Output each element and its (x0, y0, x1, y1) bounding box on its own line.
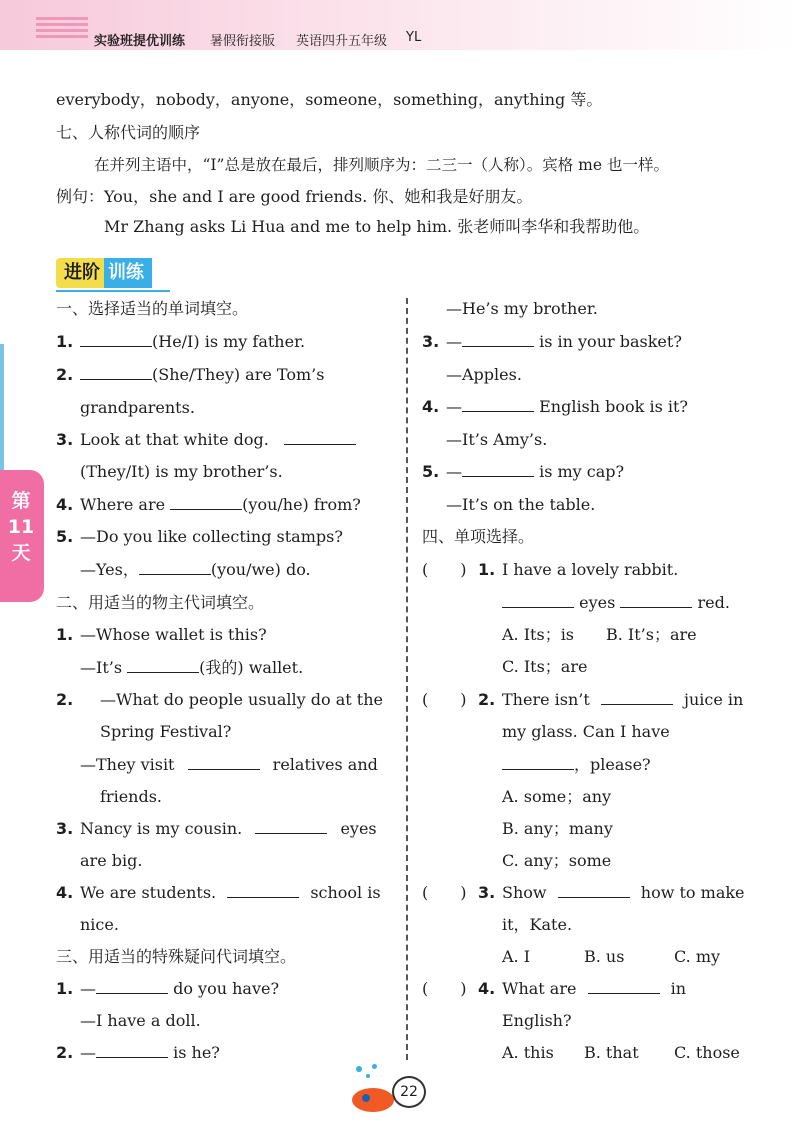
question-number: 3. (56, 430, 74, 449)
advanced-training-badge (56, 258, 162, 288)
question-number: 2. (56, 1043, 74, 1062)
mc2-number: 2. (478, 690, 496, 709)
s3-q2: — is he? (80, 1043, 220, 1062)
answer-blank[interactable] (502, 593, 574, 608)
question-number: 3. (422, 332, 440, 351)
header-brand: 实验班提优训练 (94, 34, 186, 49)
s3-q1-answer: —I have a doll. (80, 1011, 201, 1030)
section-3-title: 三、用适当的特殊疑问代词填空。 (56, 947, 297, 966)
fish-eye-icon (362, 1094, 370, 1102)
s1-q4: Where are (you/he) from? (80, 495, 361, 514)
mc4-option-b: B. that (584, 1043, 639, 1062)
section-4-title: 四、单项选择。 (422, 527, 535, 546)
example-label: 例句： (56, 187, 105, 206)
question-number: 4. (56, 495, 74, 514)
mc3-option-a: A. I (502, 947, 531, 966)
question-number: 5. (422, 462, 440, 481)
answer-blank[interactable] (96, 979, 168, 994)
s3-q5-answer: —It’s on the table. (446, 495, 596, 514)
mc1-option-c: C. Its；are (502, 657, 588, 676)
s2-q1-answer: —It’s (我的) wallet. (80, 658, 304, 677)
mc2-line2: my glass. Can I have (502, 722, 670, 741)
bubble-decoration (366, 1074, 370, 1078)
answer-blank[interactable] (188, 755, 260, 770)
answer-blank[interactable] (170, 495, 242, 510)
question-number: 2. (56, 365, 74, 384)
section-1-title: 一、选择适当的单词填空。 (56, 299, 249, 318)
question-number: 1. (56, 979, 74, 998)
s1-q2: (She/They) are Tom’s (80, 364, 324, 386)
example-1: You，she and I are good friends. 你、她和我是好朋友。 (104, 187, 533, 206)
mc3-number: 3. (478, 883, 496, 902)
mc2-line3: ，please? (502, 754, 651, 776)
section-2-title: 二、用适当的物主代词填空。 (56, 593, 265, 612)
s2-q1: —Whose wallet is this? (80, 625, 267, 644)
question-number: 4. (56, 883, 74, 902)
answer-blank[interactable] (462, 397, 534, 412)
s2-q2-answer: —They visit relatives and (80, 755, 378, 774)
mc1-number: 1. (478, 560, 496, 579)
mc2-option-b: B. any；many (502, 819, 613, 838)
answer-blank[interactable] (284, 430, 356, 445)
answer-blank[interactable] (255, 819, 327, 834)
mc4-answer-paren[interactable]: ( ) (422, 979, 467, 998)
s2-q2: —What do people usually do at the (100, 690, 383, 709)
answer-blank[interactable] (462, 332, 534, 347)
mc4-option-a: A. this (502, 1043, 554, 1062)
page-number: 22 (392, 1076, 426, 1108)
mc4-number: 4. (478, 979, 496, 998)
bubble-decoration (356, 1066, 362, 1072)
header-subject: 英语四升五年级 (296, 34, 388, 49)
question-number: 2. (56, 690, 74, 709)
question-number: 5. (56, 527, 74, 546)
question-number: 3. (56, 819, 74, 838)
bubble-decoration (372, 1064, 377, 1069)
s2-q2-cont: Spring Festival? (100, 722, 232, 741)
header-code: YL (406, 30, 422, 45)
s1-q5-answer: —Yes， (you/we) do. (80, 560, 311, 579)
s1-q1: (He/I) is my father. (80, 331, 305, 353)
header-edition: 暑假衔接版 (210, 34, 276, 49)
rule-text: 在并列主语中，“I”总是放在最后，排列顺序为：二三一（人称）。宾格 me 也一样。 (94, 156, 669, 174)
mc4-option-c: C. those (674, 1043, 740, 1062)
answer-blank[interactable] (620, 593, 692, 608)
s1-q3-cont: (They/It) is my brother’s. (80, 462, 283, 481)
mc3-line2: it，Kate. (502, 915, 573, 934)
s2-q4: We are students. school is (80, 883, 381, 902)
answer-blank[interactable] (96, 1043, 168, 1058)
s3-q1: — do you have? (80, 979, 280, 998)
answer-blank[interactable] (80, 332, 152, 347)
s3-q3: — is in your basket? (446, 332, 682, 351)
section-7-title: 七、人称代词的顺序 (56, 123, 201, 142)
header-stripe-decoration (36, 16, 88, 38)
s3-q5: — is my cap? (446, 462, 625, 481)
answer-blank[interactable] (139, 560, 211, 575)
s3-q2-answer: —He’s my brother. (446, 299, 598, 318)
day-side-tab-label: 第11天 (7, 490, 35, 564)
s2-q2-end: friends. (100, 787, 162, 806)
answer-blank[interactable] (80, 365, 152, 380)
mc3-option-b: B. us (584, 947, 625, 966)
mc3-answer-paren[interactable]: ( ) (422, 883, 467, 902)
badge-underline (56, 290, 170, 292)
s2-q3-cont: are big. (80, 851, 143, 870)
answer-blank[interactable] (127, 658, 199, 673)
s1-q2-cont: grandparents. (80, 398, 195, 417)
mc1-option-a: A. Its；is (502, 625, 575, 644)
mc2-answer-paren[interactable]: ( ) (422, 690, 467, 709)
answer-blank[interactable] (558, 883, 630, 898)
mc2-option-c: C. any；some (502, 851, 612, 870)
answer-blank[interactable] (601, 690, 673, 705)
fish-icon (352, 1088, 394, 1112)
s1-q3: Look at that white dog. (80, 429, 356, 451)
badge-part-2: 训练 (104, 258, 152, 288)
answer-blank[interactable] (227, 883, 299, 898)
mc1-option-b: B. It’s；are (606, 625, 697, 644)
question-number: 4. (422, 397, 440, 416)
question-number: 1. (56, 332, 74, 351)
day-side-tab (0, 470, 44, 602)
mc4-stem: What are in (502, 979, 687, 998)
answer-blank[interactable] (502, 755, 574, 770)
mc4-line2: English? (502, 1011, 572, 1030)
s3-q4-answer: —It’s Amy’s. (446, 430, 548, 449)
mc1-line2: eyes red. (502, 592, 730, 614)
mc3-stem: Show how to make (502, 883, 745, 902)
answer-blank[interactable] (462, 462, 534, 477)
s3-q4: — English book is it? (446, 397, 688, 416)
mc2-option-a: A. some；any (502, 787, 612, 806)
s2-q3: Nancy is my cousin. eyes (80, 819, 377, 838)
mc1-stem: I have a lovely rabbit. (502, 560, 679, 579)
question-number: 1. (56, 625, 74, 644)
intro-line: everybody，nobody，anyone，someone，something，anything 等。 (56, 90, 603, 109)
mc2-stem: There isn’t juice in (502, 690, 744, 709)
badge-part-1: 进阶 (56, 258, 104, 288)
s2-q4-cont: nice. (80, 915, 119, 934)
mc3-option-c: C. my (674, 947, 721, 966)
column-divider (406, 298, 408, 1060)
mc1-answer-paren[interactable]: ( ) (422, 560, 467, 579)
s1-q5: —Do you like collecting stamps? (80, 527, 343, 546)
answer-blank[interactable] (588, 979, 660, 994)
s3-q3-answer: —Apples. (446, 365, 522, 384)
example-2: Mr Zhang asks Li Hua and me to help him. 张老师叫李华和我帮助他。 (104, 217, 650, 236)
